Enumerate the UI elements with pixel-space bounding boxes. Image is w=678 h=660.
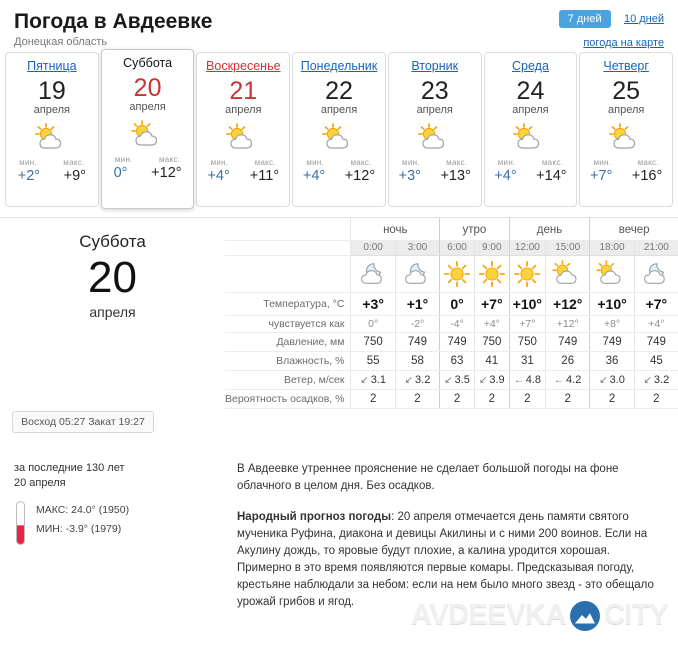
folk-forecast-title: Народный прогноз погоды xyxy=(237,511,392,523)
feels-like-cell: 0° xyxy=(351,316,395,333)
sun-cloud-icon xyxy=(129,120,167,150)
day-card-min-label: мин. xyxy=(593,158,612,167)
day-card-min-temp: +2° xyxy=(17,168,41,184)
part-of-day: день xyxy=(509,218,590,240)
day-card-name[interactable]: Воскресенье xyxy=(206,59,281,73)
wind-cell xyxy=(440,371,475,390)
humidity-cell: 36 xyxy=(590,352,634,371)
day-card-min-temp: +3° xyxy=(398,168,421,184)
wind-direction-icon: ↙ xyxy=(643,375,652,386)
humidity-cell: 63 xyxy=(440,352,475,371)
selected-day-number: 20 xyxy=(88,253,137,302)
day-card-number: 19 xyxy=(37,77,66,105)
records-panel xyxy=(0,447,225,625)
day-card-name[interactable]: Вторник xyxy=(411,59,459,73)
day-card-month: апреля xyxy=(608,104,645,116)
wind-speed: 3.2 xyxy=(653,374,670,386)
page-title-city: в Авдеевке xyxy=(93,10,213,33)
day-card-number: 21 xyxy=(229,77,258,105)
day-card-month: апреля xyxy=(129,101,166,113)
wind-cell xyxy=(509,371,545,390)
day-card-min-temp: 0° xyxy=(113,165,128,181)
sun-icon xyxy=(443,260,471,288)
sun-cloud-icon xyxy=(550,260,586,288)
hour-cell: 6:00 xyxy=(440,240,475,256)
day-card-min-temp: +4° xyxy=(207,168,230,184)
day-card-max-temp: +12° xyxy=(344,168,376,184)
hour-weather-icon xyxy=(590,256,634,293)
selected-day-month: апреля xyxy=(89,304,136,320)
page-header xyxy=(0,0,678,52)
watermark-text-right: CITY xyxy=(603,599,668,631)
folk-forecast-text: : 20 апреля отмечается день памяти святого мученика Руфина, диакона и девицы Акилины и с ними 200 воинов. Если на Акулину дождь, то яровые будут плохие, а калина уродится хорошая. Примерно в это время появляются первые комары. Предсказывая погоду, крестьяне наблюдали за небом: если на нем было много звезд - это обещало урожай грибов и ягод. xyxy=(237,511,654,608)
day-card-25[interactable] xyxy=(579,52,673,207)
wind-cell xyxy=(351,371,395,390)
pressure-cell: 749 xyxy=(440,333,475,352)
forecast-text: В Авдеевке утреннее прояснение не сделает большой погоды на фоне облачного в целом дня. Без осадков. xyxy=(237,463,619,492)
day-card-icon xyxy=(197,121,289,155)
wind-cell xyxy=(590,371,634,390)
hour-weather-icon xyxy=(634,256,678,293)
row-label-empty xyxy=(225,218,351,240)
day-card-number: 25 xyxy=(612,77,641,105)
wind-speed: 3.5 xyxy=(454,374,470,386)
sun-icon xyxy=(478,260,506,288)
temperature-cell: +10° xyxy=(590,293,634,316)
temperature-cell: +7° xyxy=(634,293,678,316)
day-card-number: 24 xyxy=(516,77,545,105)
record-min: МИН: -3.9° (1979) xyxy=(36,523,122,535)
watermark-text-left: AVDEEVKA xyxy=(410,599,566,631)
sun-cloud-icon xyxy=(511,123,549,153)
hour-weather-icon xyxy=(509,256,545,293)
row-label-empty2 xyxy=(225,240,351,256)
feels-like-label: чувствуется как xyxy=(225,316,351,333)
day-card-max-temp: +13° xyxy=(440,168,471,184)
temperature-cell: +1° xyxy=(395,293,439,316)
part-of-day: вечер xyxy=(590,218,678,240)
pressure-label: Давление, мм xyxy=(225,333,351,352)
day-card-number: 22 xyxy=(325,77,353,105)
wind-cell xyxy=(395,371,439,390)
day-card-name[interactable]: Суббота xyxy=(123,56,173,70)
hour-cell: 3:00 xyxy=(395,240,439,256)
hourly-table xyxy=(225,218,678,409)
day-card-icon xyxy=(6,121,98,155)
temperature-cell: 0° xyxy=(440,293,475,316)
day-card-19[interactable] xyxy=(5,52,99,207)
hour-weather-icon xyxy=(474,256,509,293)
day-card-22[interactable] xyxy=(292,52,386,207)
pressure-cell: 750 xyxy=(509,333,545,352)
hourly-table-wrap xyxy=(225,218,678,447)
wind-row xyxy=(225,371,678,390)
temperature-cell: +7° xyxy=(474,293,509,316)
precipitation-cell: 2 xyxy=(509,390,545,409)
feels-like-cell: +4° xyxy=(474,316,509,333)
temperature-row xyxy=(225,293,678,316)
sun-cloud-icon xyxy=(320,123,358,153)
wind-speed: 3.1 xyxy=(370,374,386,386)
temperature-label: Температура, °С xyxy=(225,293,351,316)
forecast-detail xyxy=(0,217,678,447)
selected-day-panel xyxy=(0,218,225,447)
sun-cloud-icon xyxy=(416,123,454,153)
folk-forecast xyxy=(237,509,662,611)
day-card-icon xyxy=(102,118,194,152)
humidity-cell: 58 xyxy=(395,352,439,371)
precipitation-cell: 2 xyxy=(440,390,475,409)
wind-cell xyxy=(474,371,509,390)
humidity-label: Влажность, % xyxy=(225,352,351,371)
day-card-20[interactable] xyxy=(101,49,195,209)
day-card-month: апреля xyxy=(33,104,71,116)
hour-weather-icon xyxy=(395,256,439,293)
sun-cloud-icon xyxy=(224,123,262,153)
day-card-21[interactable] xyxy=(196,52,290,207)
wind-direction-icon: ← xyxy=(554,375,565,386)
day-card-max-temp: +9° xyxy=(63,168,86,184)
hour-cell: 21:00 xyxy=(634,240,678,256)
day-card-name[interactable]: Четверг xyxy=(603,59,649,73)
tab-10-days[interactable]: 10 дней xyxy=(623,13,664,25)
day-card-min-temp: +7° xyxy=(590,168,613,184)
day-card-min-label: мин. xyxy=(210,158,229,167)
selected-day-name: Суббота xyxy=(79,232,146,251)
precipitation-cell: 2 xyxy=(590,390,634,409)
day-card-24[interactable] xyxy=(484,52,578,207)
pressure-cell: 750 xyxy=(474,333,509,352)
pressure-cell: 749 xyxy=(395,333,439,352)
humidity-cell: 31 xyxy=(509,352,545,371)
feels-like-cell: +7° xyxy=(509,316,545,333)
day-card-month: апреля xyxy=(512,104,549,116)
feels-like-row xyxy=(225,316,678,333)
hour-cell: 0:00 xyxy=(351,240,395,256)
day-card-min-temp: +4° xyxy=(494,168,517,184)
day-card-max-label: макс. xyxy=(254,158,276,167)
hour-weather-icon xyxy=(440,256,475,293)
day-card-month: апреля xyxy=(225,104,262,116)
sun-cloud-icon xyxy=(33,123,71,153)
wind-cell xyxy=(634,371,678,390)
sun-icon xyxy=(513,260,541,288)
part-of-day: ночь xyxy=(351,218,440,240)
humidity-cell: 55 xyxy=(351,352,395,371)
hour-cell: 18:00 xyxy=(590,240,634,256)
day-card-number: 23 xyxy=(420,77,449,105)
day-card-month: апреля xyxy=(416,104,453,116)
day-card-max-temp: +14° xyxy=(536,168,567,184)
day-strip xyxy=(0,52,678,217)
precipitation-row xyxy=(225,390,678,409)
day-card-max-temp: +11° xyxy=(249,168,280,184)
wind-speed: 4.2 xyxy=(566,374,582,386)
moon-cloud-icon xyxy=(638,260,674,288)
moon-cloud-icon xyxy=(355,260,391,288)
feels-like-cell: -2° xyxy=(395,316,439,333)
wind-direction-icon: ↙ xyxy=(444,375,453,386)
precipitation-label: Вероятность осадков, % xyxy=(225,390,351,409)
pressure-cell: 750 xyxy=(351,333,395,352)
day-card-max-label: макс. xyxy=(541,158,564,167)
day-card-min-label: мин. xyxy=(306,158,325,167)
records-values xyxy=(14,501,213,539)
day-card-max-label: макс. xyxy=(446,158,468,167)
day-card-min-temp: +4° xyxy=(302,168,326,184)
precipitation-cell: 2 xyxy=(546,390,590,409)
feels-like-cell: +8° xyxy=(590,316,634,333)
wind-direction-icon: ↙ xyxy=(478,375,488,386)
pressure-cell: 749 xyxy=(546,333,590,352)
pressure-row xyxy=(225,333,678,352)
day-card-min-label: мин. xyxy=(114,155,133,164)
parts-row xyxy=(225,218,678,240)
day-card-name[interactable]: Пятница xyxy=(27,59,77,73)
precipitation-cell: 2 xyxy=(395,390,439,409)
day-card-month: апреля xyxy=(320,104,358,116)
moon-cloud-icon xyxy=(399,260,435,288)
hour-cell: 9:00 xyxy=(474,240,509,256)
day-card-icon xyxy=(580,121,672,155)
hour-weather-icon xyxy=(351,256,395,293)
feels-like-cell: +12° xyxy=(546,316,590,333)
hours-row xyxy=(225,240,678,256)
day-card-23[interactable] xyxy=(388,52,482,207)
sunrise-sunset: Восход 05:27 Закат 19:27 xyxy=(12,411,154,433)
wind-direction-icon: ↙ xyxy=(404,375,414,386)
day-card-max-label: макс. xyxy=(63,158,85,167)
thermometer-icon xyxy=(16,501,25,545)
temperature-cell: +3° xyxy=(351,293,395,316)
region-subtitle: Донецкая область xyxy=(14,36,108,48)
humidity-cell: 45 xyxy=(634,352,678,371)
hour-weather-icon xyxy=(546,256,590,293)
wind-direction-icon: ↙ xyxy=(360,375,369,386)
row-label-empty3 xyxy=(225,256,351,293)
day-card-icon xyxy=(389,121,481,155)
wind-speed: 4.8 xyxy=(525,374,541,386)
temperature-cell: +10° xyxy=(509,293,545,316)
wind-speed: 3.9 xyxy=(489,374,505,386)
day-card-max-temp: +16° xyxy=(631,168,663,184)
weather-map-link[interactable]: погода на карте xyxy=(583,37,664,49)
description-panel xyxy=(225,447,678,625)
wind-label: Ветер, м/сек xyxy=(225,371,351,390)
wind-speed: 3.0 xyxy=(609,374,625,386)
records-date: 20 апреля xyxy=(14,477,66,489)
day-card-max-label: макс. xyxy=(637,158,659,167)
pressure-cell: 749 xyxy=(634,333,678,352)
humidity-cell: 41 xyxy=(474,352,509,371)
page-title-prefix: Погода xyxy=(14,10,88,33)
hour-cell: 15:00 xyxy=(546,240,590,256)
feels-like-cell: +4° xyxy=(634,316,678,333)
bottom-section xyxy=(0,447,678,625)
icons-row xyxy=(225,256,678,293)
precipitation-cell: 2 xyxy=(634,390,678,409)
day-card-name[interactable]: Среда xyxy=(512,59,549,73)
precipitation-cell: 2 xyxy=(474,390,509,409)
record-max: МАКС: 24.0° (1950) xyxy=(36,504,130,516)
wind-direction-icon: ↙ xyxy=(599,375,608,386)
wind-cell xyxy=(546,371,590,390)
sun-cloud-icon xyxy=(594,260,630,288)
humidity-row xyxy=(225,352,678,371)
tab-7-days[interactable]: 7 дней xyxy=(559,10,611,28)
day-card-max-label: макс. xyxy=(350,158,372,167)
precipitation-cell: 2 xyxy=(351,390,395,409)
wind-speed: 3.2 xyxy=(415,374,431,386)
day-card-max-label: макс. xyxy=(159,155,181,164)
day-card-number: 20 xyxy=(133,74,162,102)
day-card-min-label: мин. xyxy=(19,158,37,167)
feels-like-cell: -4° xyxy=(440,316,475,333)
day-card-min-label: мин. xyxy=(497,158,516,167)
day-card-icon xyxy=(485,121,577,155)
wind-direction-icon: ← xyxy=(513,375,524,386)
sun-cloud-icon xyxy=(607,123,645,153)
day-card-min-label: мин. xyxy=(402,158,420,167)
part-of-day: утро xyxy=(440,218,510,240)
day-card-max-temp: +12° xyxy=(151,165,182,181)
header-controls xyxy=(559,10,664,49)
day-card-icon xyxy=(293,121,385,155)
day-card-name[interactable]: Понедельник xyxy=(300,59,378,73)
pressure-cell: 749 xyxy=(590,333,634,352)
records-title: за последние 130 лет xyxy=(14,462,125,474)
hour-cell: 12:00 xyxy=(509,240,545,256)
humidity-cell: 26 xyxy=(546,352,590,371)
temperature-cell: +12° xyxy=(546,293,590,316)
